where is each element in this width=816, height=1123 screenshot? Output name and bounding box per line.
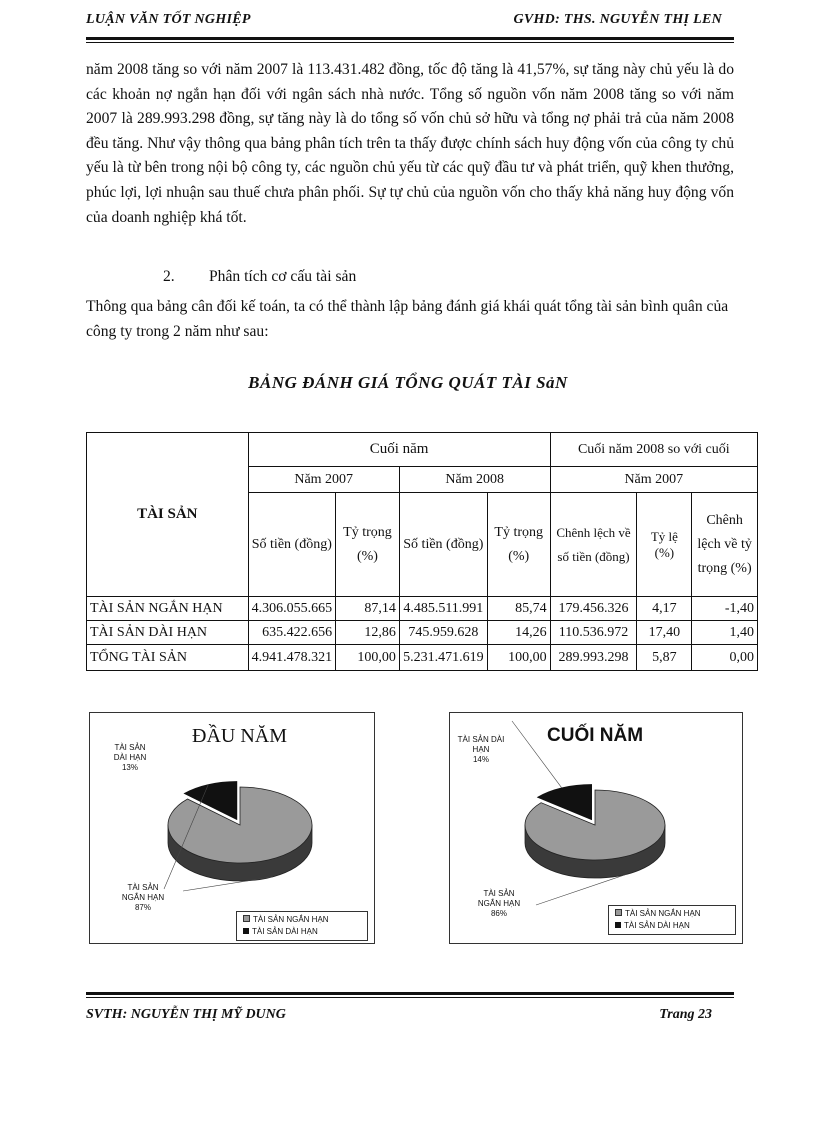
cell-rate: 17,40	[637, 621, 692, 645]
cell-diff-ratio: 1,40	[692, 621, 758, 645]
label-pct: 14%	[472, 755, 489, 764]
col-asset-header: TÀI SẢN	[87, 433, 249, 597]
legend-item-short	[615, 908, 729, 920]
cell-a2007: 635.422.656	[248, 621, 336, 645]
table-row	[87, 597, 758, 621]
header-advisor: GVHD: THS. NGUYỄN THỊ LEN	[513, 12, 722, 27]
cell-a2007: 4.941.478.321	[248, 645, 336, 671]
cell-diff-ratio: -1,40	[692, 597, 758, 621]
year-2007-header: Năm 2007	[248, 467, 399, 493]
cell-diff: 289.993.298	[550, 645, 637, 671]
legend-item-long	[243, 926, 361, 938]
leader-line-short-term	[536, 874, 627, 905]
h-diff-amount: Chênh lệch về số tiền (đồng)	[550, 493, 637, 597]
legend-label: TÀI SẢN DÀI HẠN	[252, 927, 318, 936]
body-paragraph	[86, 58, 734, 230]
row-name: TÀI SẢN DÀI HẠN	[87, 621, 249, 645]
legend-item-long	[615, 920, 729, 932]
chart-legend	[236, 911, 368, 941]
footer-rule-thin	[86, 997, 734, 998]
label-text: HẠN	[472, 745, 490, 754]
h-diff-ratio: Chênh lệch về tỷ trọng (%)	[692, 493, 758, 597]
row-name: TỔNG TÀI SẢN	[87, 645, 249, 671]
h-ratio-2007: Tỷ trọng (%)	[336, 493, 400, 597]
chart-start-year	[89, 712, 375, 944]
h-ratio-2008: Tỷ trọng (%)	[487, 493, 550, 597]
year-2008-header: Năm 2008	[399, 467, 550, 493]
cell-a2008: 4.485.511.991	[399, 597, 487, 621]
cell-a2008: 5.231.471.619	[399, 645, 487, 671]
legend-swatch-long	[615, 922, 621, 928]
h-amount-2008: Số tiền (đồng)	[399, 493, 487, 597]
h-amount-2007: Số tiền (đồng)	[248, 493, 336, 597]
cell-diff: 110.536.972	[550, 621, 637, 645]
section-heading	[163, 268, 356, 286]
asset-table	[86, 432, 758, 671]
row-name: TÀI SẢN NGẮN HẠN	[87, 597, 249, 621]
cell-r2007: 87,14	[336, 597, 400, 621]
legend-item-short	[243, 914, 361, 926]
leader-line-long-term	[512, 721, 562, 788]
label-text: NGẮN HẠN	[121, 893, 165, 902]
label-text: TÀI SẢN	[127, 883, 159, 892]
label-long-term	[100, 743, 160, 773]
label-text: TÀI SẢN	[483, 889, 515, 898]
group-compare-header: Cuối năm 2008 so với cuối	[550, 433, 757, 467]
header-thesis-label: LUẬN VĂN TỐT NGHIỆP	[86, 12, 251, 27]
label-text: TÀI SẢN	[114, 743, 146, 752]
page-number: Trang 23	[659, 1007, 712, 1022]
h-rate: Tỷ lệ (%)	[637, 493, 692, 597]
legend-swatch-long	[243, 928, 249, 934]
cell-a2008: 745.959.628	[399, 621, 487, 645]
footer-rule-thick	[86, 992, 734, 995]
legend-label: TÀI SẢN DÀI HẠN	[624, 921, 690, 930]
paragraph-1: năm 2008 tăng so với năm 2007 là 113.431.482 đồng, tốc độ tăng là 41,57%, sự tăng này chủ yếu là do các khoản nợ ngắn hạn đối với ngân sách nhà nước. Tổng số nguồn vốn năm 2008 tăng so với năm 2007 là 289.993.298 đồng, sự tăng này là do tổng số vốn chủ sở hữu và tổng nợ phải trả của năm 2008 đều tăng. Như vậy thông qua bảng phân tích trên ta thấy được chính sách huy động vốn của công ty chủ yếu là từ bên trong nội bộ công ty, các nguồn chủ yếu từ các quỹ đầu tư và phát triển, quỹ khen thưởng, phúc lợi, lợi nhuận sau thuế chưa phân phối. Sự tự chủ của nguồn vốn cho thấy khả năng huy động vốn của doanh nghiệp khá tốt.	[86, 61, 734, 226]
label-text: NGẮN HẠN	[477, 899, 521, 908]
chart-title: CUỐI NĂM	[547, 725, 644, 746]
label-text: TÀI SẢN DÀI	[457, 735, 505, 744]
legend-swatch-short	[243, 915, 250, 922]
cell-diff-ratio: 0,00	[692, 645, 758, 671]
label-pct: 86%	[490, 909, 507, 918]
legend-label: TÀI SẢN NGẮN HẠN	[625, 909, 701, 918]
label-short-term	[464, 889, 534, 919]
table-row	[87, 645, 758, 671]
cell-rate: 4,17	[637, 597, 692, 621]
label-pct: 13%	[121, 763, 138, 772]
header-rule-thin	[86, 42, 734, 43]
header-rule-thick	[86, 37, 734, 40]
label-pct: 87%	[134, 903, 151, 912]
cell-r2008: 14,26	[487, 621, 550, 645]
section-title: Phân tích cơ cấu tài sản	[209, 268, 357, 285]
cell-r2007: 100,00	[336, 645, 400, 671]
page-header	[86, 10, 732, 34]
chart-legend	[608, 905, 736, 935]
pie-slice-short-term	[168, 787, 312, 863]
chart-title: ĐẦU NĂM	[192, 725, 287, 747]
label-short-term	[108, 883, 178, 913]
cell-r2008: 100,00	[487, 645, 550, 671]
legend-label: TÀI SẢN NGẮN HẠN	[253, 915, 329, 924]
cell-rate: 5,87	[637, 645, 692, 671]
compare-year-header: Năm 2007	[550, 467, 757, 493]
label-text: DÀI HẠN	[113, 753, 147, 762]
label-long-term	[450, 735, 512, 765]
footer-student: SVTH: NGUYỄN THỊ MỸ DUNG	[86, 1007, 286, 1022]
table-row	[87, 621, 758, 645]
intro-paragraph: Thông qua bảng cân đối kế toán, ta có thể thành lập bảng đánh giá khái quát tổng tài sản bình quân của công ty trong 2 năm như sau:	[86, 298, 729, 340]
chart-end-year	[449, 712, 743, 944]
group-end-header: Cuối năm	[248, 433, 550, 467]
cell-a2007: 4.306.055.665	[248, 597, 336, 621]
legend-swatch-short	[615, 909, 622, 916]
page-footer	[86, 1005, 732, 1029]
cell-r2007: 12,86	[336, 621, 400, 645]
section-number: 2.	[163, 268, 175, 285]
cell-diff: 179.456.326	[550, 597, 637, 621]
cell-r2008: 85,74	[487, 597, 550, 621]
table-title: BẢNG ĐÁNH GIÁ TỔNG QUÁT TÀI SảN	[248, 373, 568, 392]
